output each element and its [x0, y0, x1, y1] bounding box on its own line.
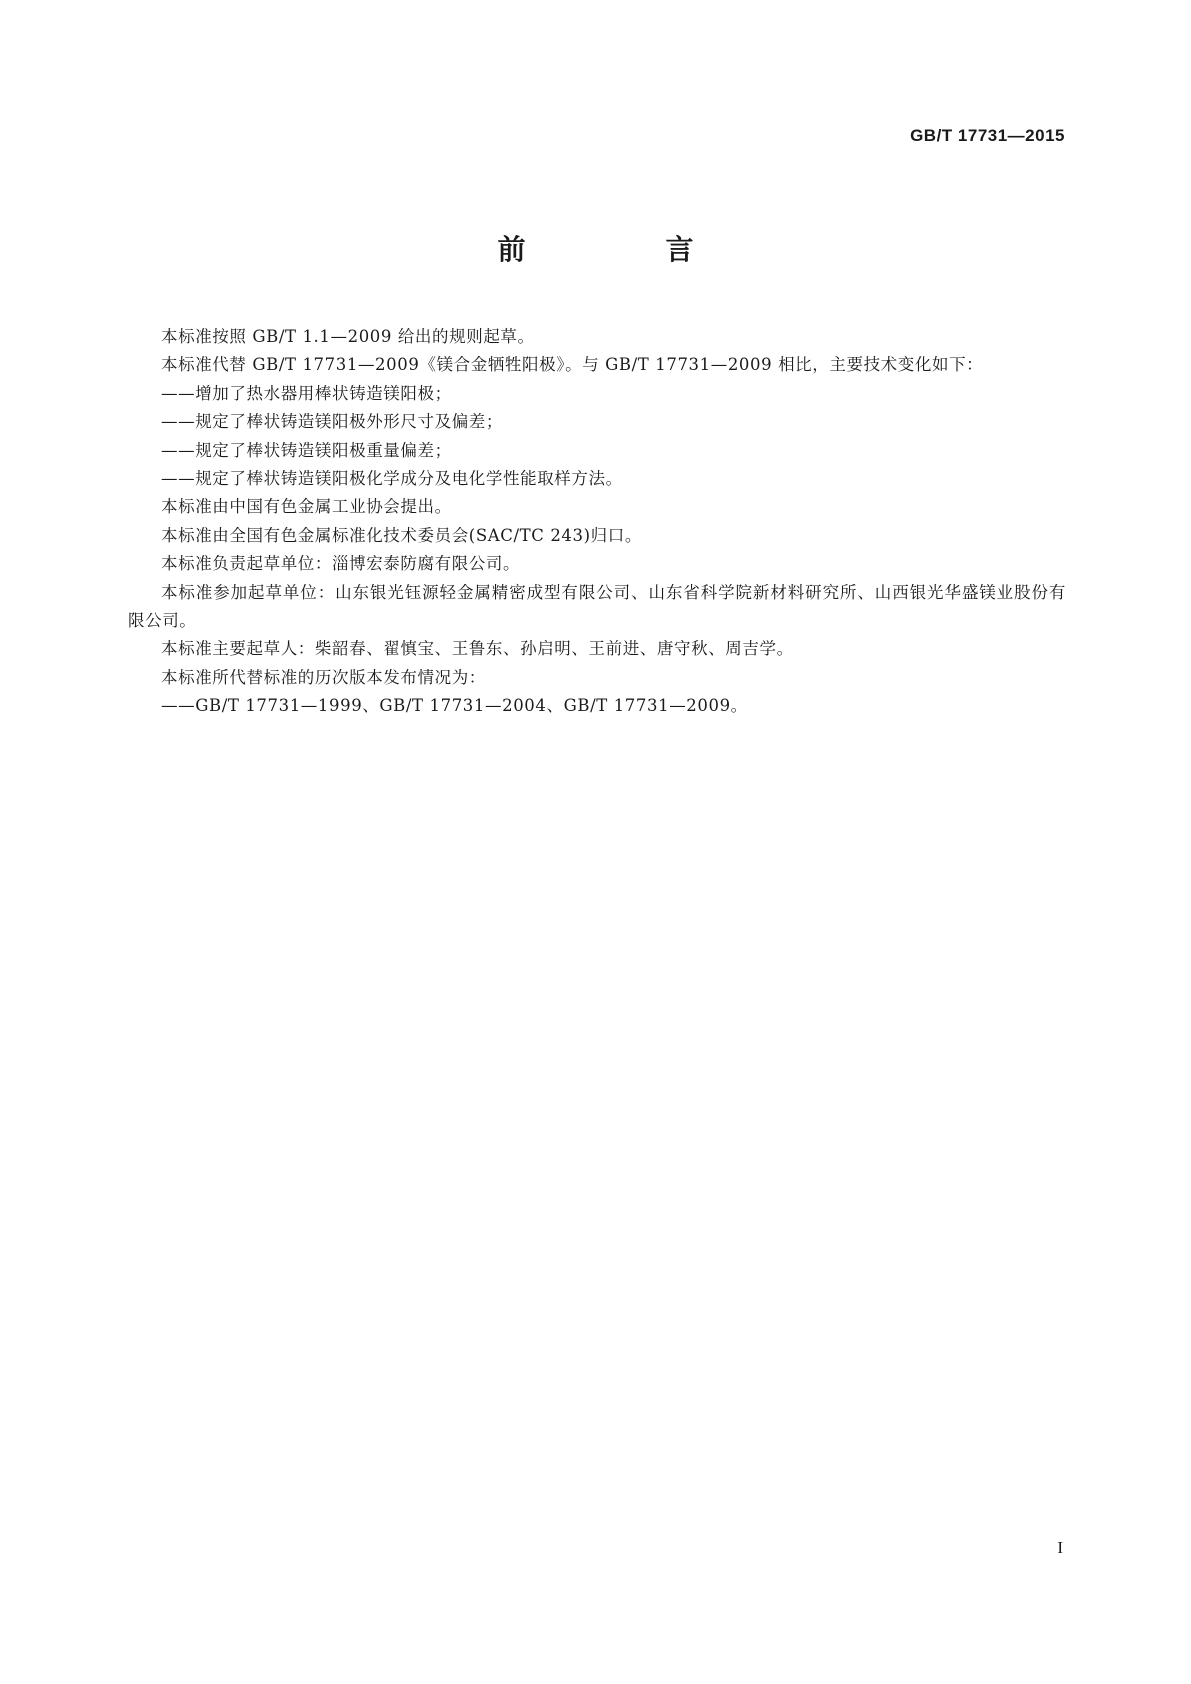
paragraph-previous-editions: 本标准所代替标准的历次版本发布情况为：: [161, 667, 486, 687]
paragraph-replaces: 本标准代替 GB/T 17731—2009《镁合金牺牲阳极》。与 GB/T 17731—2009 相比，主要技术变化如下：: [161, 355, 984, 375]
paragraph-main-drafters: 本标准主要起草人：柴韶春、翟慎宝、王鲁东、孙启明、王前进、唐守秋、周吉学。: [161, 639, 794, 659]
change-item: ——增加了热水器用棒状铸造镁阳极；: [161, 383, 452, 403]
standard-code: GB/T 17731—2015: [910, 126, 1065, 145]
paragraph-responsible-drafter: 本标准负责起草单位：淄博宏泰防腐有限公司。: [161, 554, 521, 574]
previous-edition-list: ——GB/T 17731—1999、GB/T 17731—2004、GB/T 17731—2009。: [161, 696, 748, 716]
paragraph-participating-drafters: 本标准参加起草单位：山东银光钰源轻金属精密成型有限公司、山东省科学院新材料研究所、山西银光华盛镁业股份有限公司。: [128, 582, 1066, 631]
page-title: 前 言: [497, 233, 750, 266]
page-number: I: [1057, 1538, 1063, 1557]
change-item: ——规定了棒状铸造镁阳极重量偏差；: [161, 440, 452, 460]
paragraph-proposed-by: 本标准由中国有色金属工业协会提出。: [161, 497, 452, 517]
paragraph-drafting-rules: 本标准按照 GB/T 1.1—2009 给出的规则起草。: [161, 327, 535, 346]
change-item: ——规定了棒状铸造镁阳极外形尺寸及偏差；: [161, 412, 503, 432]
foreword-body: [128, 323, 1066, 721]
paragraph-under-jurisdiction: 本标准由全国有色金属标准化技术委员会(SAC/TC 243)归口。: [161, 525, 642, 545]
change-item: ——规定了棒状铸造镁阳极化学成分及电化学性能取样方法。: [161, 469, 623, 489]
